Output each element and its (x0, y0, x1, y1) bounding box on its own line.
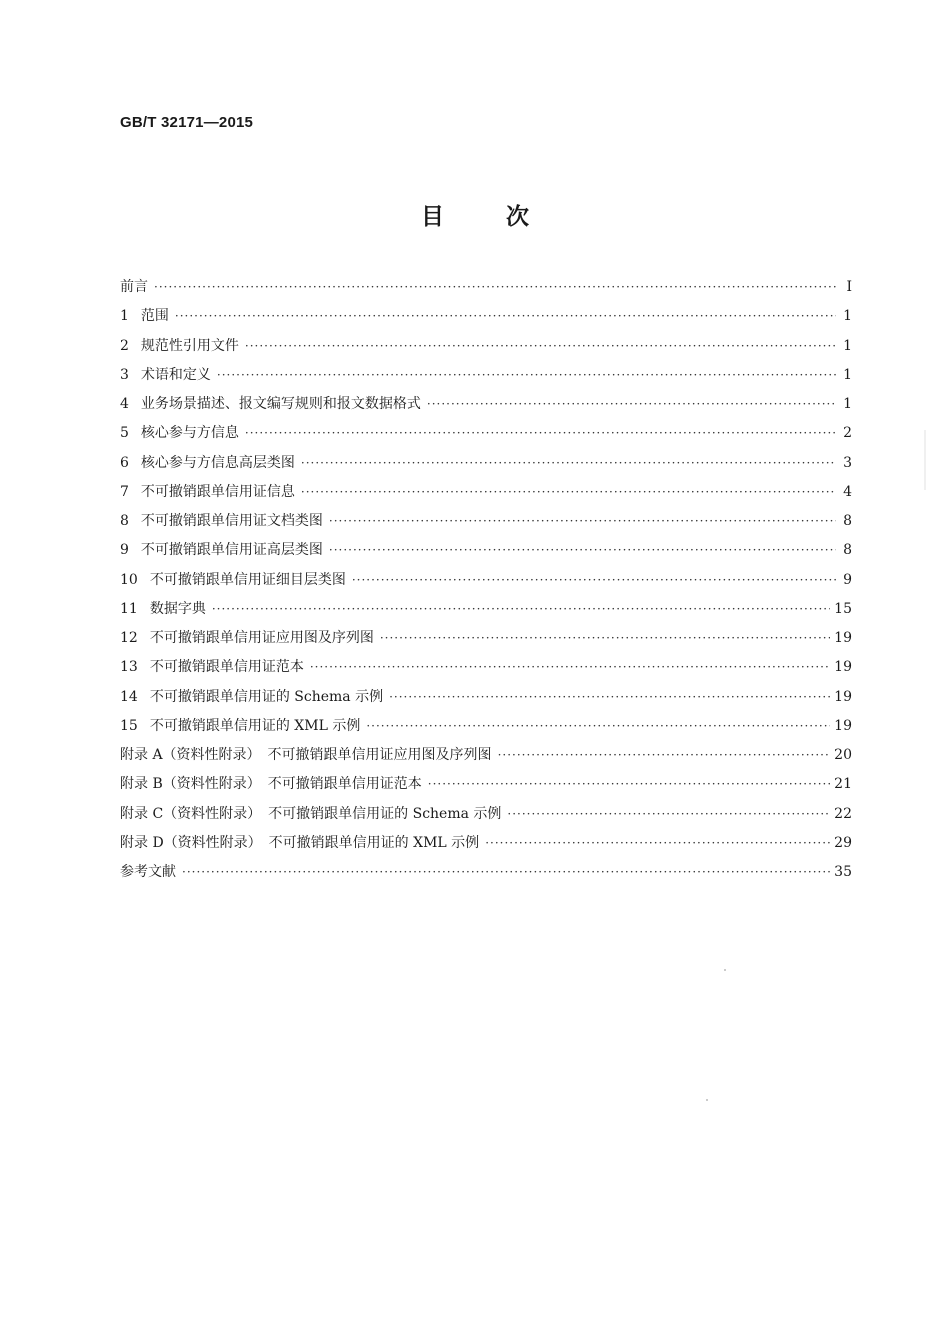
toc-page-number: 1 (843, 308, 852, 325)
toc-leader-dots (245, 426, 836, 440)
toc-entry-label (120, 393, 421, 413)
toc-leader-dots (485, 836, 830, 850)
toc-entry-text: 不可撤销跟单信用证信息 (140, 483, 295, 500)
toc-entry-number: 2 (120, 337, 129, 354)
toc-entry-text: 附录 A（资料性附录） 不可撤销跟单信用证应用图及序列图 (120, 747, 492, 763)
toc-entry-text: 不可撤销跟单信用证范本 (149, 659, 304, 676)
toc-leader-dots (175, 309, 836, 323)
toc-entry[interactable] (120, 422, 852, 451)
toc-entry-label (120, 422, 239, 442)
toc-leader-dots (389, 690, 830, 704)
toc-page-number: 19 (834, 688, 852, 705)
toc-entry-label (120, 539, 323, 559)
toc-entry[interactable] (120, 627, 852, 656)
toc-entry-text: 不可撤销跟单信用证细目层类图 (149, 571, 346, 588)
toc-entry-text: 不可撤销跟单信用证的 Schema 示例 (149, 688, 384, 705)
toc-leader-dots (182, 865, 830, 879)
standard-code: GB/T 32171—2015 (120, 114, 254, 131)
toc-entry-text: 范围 (140, 308, 169, 325)
toc-leader-dots (301, 485, 836, 499)
toc-entry-text: 术语和定义 (140, 366, 211, 383)
toc-leader-dots (380, 631, 830, 645)
toc-entry[interactable] (120, 861, 852, 890)
toc-leader-dots (329, 543, 836, 557)
toc-entry[interactable] (120, 364, 852, 393)
toc-entry-text: 业务场景描述、报文编写规则和报文数据格式 (140, 396, 421, 412)
toc-leader-dots (301, 456, 836, 470)
toc-entry-number: 1 (120, 308, 129, 325)
toc-page-number: 29 (834, 834, 852, 851)
toc-page-number: 35 (834, 864, 852, 880)
toc-entry-text: 核心参与方信息 (140, 425, 239, 442)
scan-speck (706, 1099, 708, 1101)
toc-leader-dots (427, 397, 836, 411)
toc-entry-number: 6 (120, 454, 129, 471)
toc-entry[interactable] (120, 539, 852, 568)
toc-entry-number: 5 (120, 425, 129, 442)
toc-page-number: 19 (834, 717, 852, 734)
toc-entry-label (120, 686, 383, 706)
toc-page-number: 21 (834, 776, 852, 793)
toc-entry-label (120, 335, 239, 355)
toc-page-number: 15 (834, 600, 852, 617)
toc-entry[interactable] (120, 569, 852, 598)
toc-entry-text: 数据字典 (149, 600, 206, 617)
toc-page-number: 1 (843, 396, 852, 412)
toc-entry-label (120, 276, 148, 296)
toc-entry-label (120, 569, 346, 589)
toc-entry[interactable] (120, 481, 852, 510)
toc-page-number: 22 (834, 805, 852, 822)
toc-leader-dots (366, 719, 830, 733)
toc-page-number: 19 (834, 659, 852, 676)
toc-entry[interactable] (120, 452, 852, 481)
toc-page-number: 4 (843, 483, 852, 500)
title-char-2: 次 (506, 204, 529, 230)
toc-entry-text: 不可撤销跟单信用证应用图及序列图 (149, 630, 374, 646)
toc-entry-number: 8 (120, 513, 129, 529)
toc-entry-text: 规范性引用文件 (140, 337, 239, 354)
toc-entry-number: 11 (120, 600, 138, 617)
toc-entry[interactable] (120, 335, 852, 364)
toc-entry-text: 附录 D（资料性附录） 不可撤销跟单信用证的 XML 示例 (120, 834, 480, 851)
page-title (0, 198, 950, 231)
toc-leader-dots (154, 280, 836, 294)
toc-leader-dots (329, 514, 836, 528)
toc-entry-text: 附录 C（资料性附录） 不可撤销跟单信用证的 Schema 示例 (120, 805, 502, 822)
toc-entry[interactable] (120, 773, 852, 802)
toc-entry-label (120, 510, 323, 530)
toc-entry[interactable] (120, 598, 852, 627)
toc-entry-text: 前言 (120, 279, 148, 295)
toc-page-number: 19 (834, 630, 852, 646)
toc-leader-dots (310, 660, 830, 674)
toc-page-number: 3 (843, 454, 852, 471)
scan-edge-mark (924, 430, 926, 490)
toc-entry[interactable] (120, 744, 852, 773)
toc-entry-label (120, 364, 211, 384)
table-of-contents (120, 276, 852, 890)
toc-entry-text: 附录 B（资料性附录） 不可撤销跟单信用证范本 (120, 776, 422, 793)
toc-leader-dots (498, 748, 831, 762)
toc-entry-label (120, 832, 479, 852)
toc-entry-number: 12 (120, 630, 138, 646)
toc-entry-label (120, 481, 295, 501)
toc-entry-label (120, 656, 304, 676)
toc-page-number: 1 (843, 366, 852, 383)
toc-entry-number: 3 (120, 366, 129, 383)
toc-entry-label (120, 598, 206, 618)
toc-entry-text: 参考文献 (120, 864, 176, 880)
toc-entry[interactable] (120, 832, 852, 861)
toc-entry[interactable] (120, 276, 852, 305)
toc-entry-label (120, 452, 295, 472)
toc-entry-number: 14 (120, 688, 138, 705)
toc-entry-number: 10 (120, 571, 138, 588)
title-char-1: 目 (420, 204, 444, 230)
toc-leader-dots (428, 777, 830, 791)
toc-entry-label (120, 744, 492, 764)
toc-entry-text: 核心参与方信息高层类图 (140, 454, 295, 471)
toc-entry[interactable] (120, 510, 852, 539)
toc-entry-label (120, 627, 374, 647)
toc-entry-number: 9 (120, 542, 129, 559)
toc-entry-label (120, 773, 422, 793)
toc-page-number: 20 (834, 747, 852, 763)
toc-page-number: 9 (843, 571, 852, 588)
toc-entry-label (120, 715, 360, 735)
toc-entry-label (120, 803, 501, 823)
toc-entry-number: 15 (120, 717, 138, 734)
toc-entry[interactable] (120, 715, 852, 744)
toc-entry[interactable] (120, 393, 852, 422)
toc-entry[interactable] (120, 803, 852, 832)
toc-leader-dots (217, 368, 836, 382)
toc-entry-number: 13 (120, 659, 138, 676)
toc-leader-dots (507, 807, 830, 821)
toc-leader-dots (212, 602, 830, 616)
toc-entry[interactable] (120, 656, 852, 685)
toc-entry-number: 4 (120, 396, 129, 412)
toc-page-number: 8 (843, 513, 852, 529)
toc-page-number: 1 (843, 337, 852, 354)
toc-leader-dots (352, 573, 836, 587)
toc-entry-number: 7 (120, 483, 129, 500)
toc-leader-dots (245, 339, 836, 353)
toc-page-number: Ⅰ (846, 279, 852, 295)
toc-page-number: 2 (843, 425, 852, 442)
toc-page-number: 8 (843, 542, 852, 559)
toc-entry-text: 不可撤销跟单信用证高层类图 (140, 542, 323, 559)
toc-entry-label (120, 861, 176, 881)
toc-entry[interactable] (120, 686, 852, 715)
toc-entry-text: 不可撤销跟单信用证文档类图 (140, 513, 323, 529)
scan-speck (724, 969, 726, 971)
toc-entry-label (120, 305, 169, 325)
toc-entry[interactable] (120, 305, 852, 334)
toc-entry-text: 不可撤销跟单信用证的 XML 示例 (149, 717, 361, 734)
